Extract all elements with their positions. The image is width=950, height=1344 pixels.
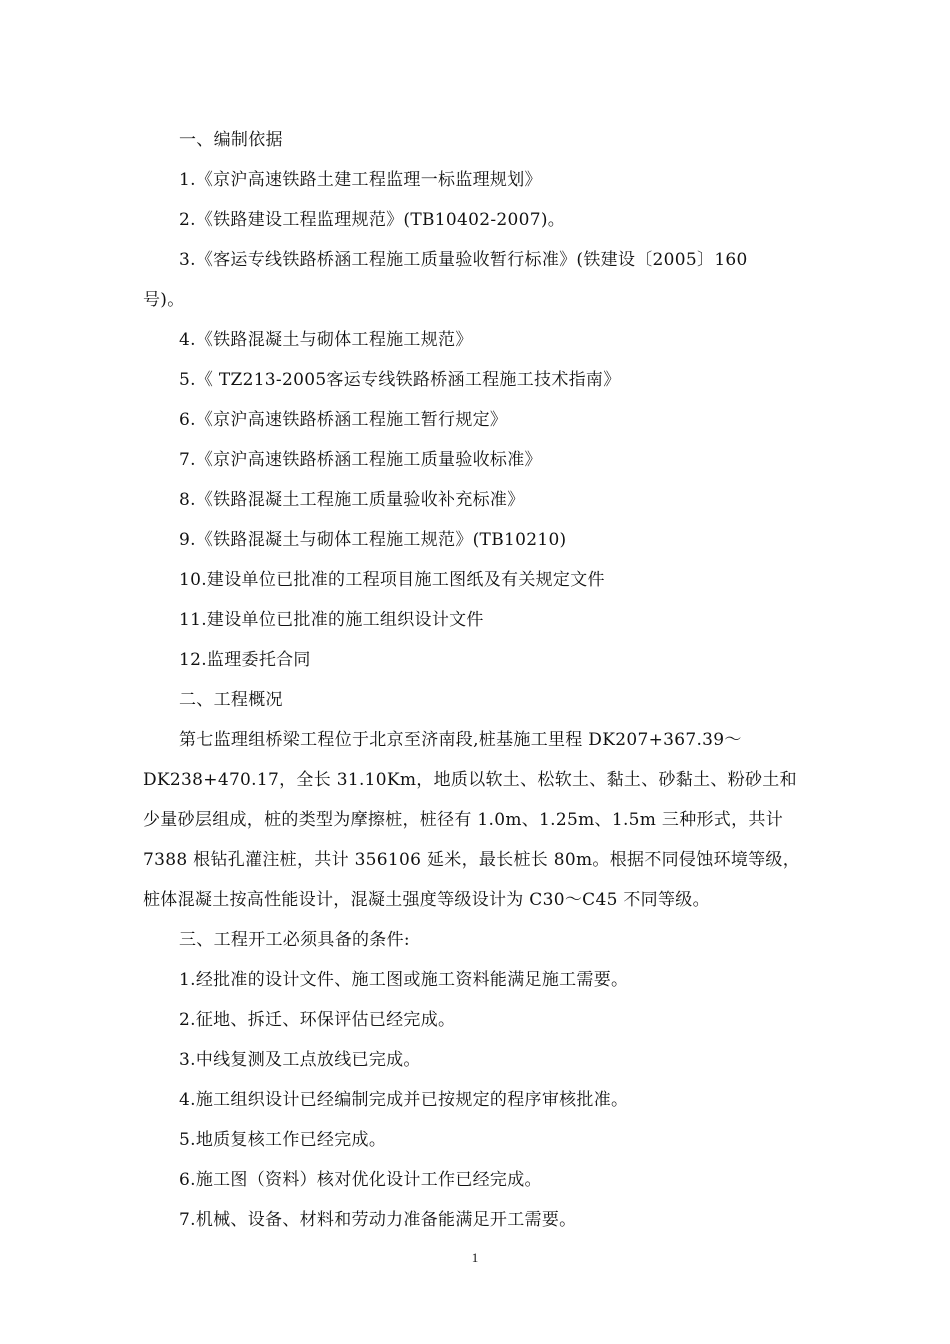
- reference-item-11: 11.建设单位已批准的施工组织设计文件: [179, 610, 484, 630]
- overview-line-1: 第七监理组桥梁工程位于北京至济南段,桩基施工里程 DK207+367.39～: [179, 730, 742, 750]
- section-heading-1: 一、编制依据: [179, 130, 283, 150]
- section-heading-3: 三、工程开工必须具备的条件:: [179, 930, 410, 950]
- overview-line-3: 少量砂层组成，桩的类型为摩擦桩，桩径有 1.0m、1.25m、1.5m 三种形式，共计: [143, 810, 783, 830]
- reference-item-3: 3.《客运专线铁路桥涵工程施工质量验收暂行标准》(铁建设〔2005〕160: [179, 250, 748, 270]
- reference-item-4: 4.《铁路混凝土与砌体工程施工规范》: [179, 330, 473, 350]
- reference-item-6: 6.《京沪高速铁路桥涵工程施工暂行规定》: [179, 410, 508, 430]
- reference-item-1: 1.《京沪高速铁路土建工程监理一标监理规划》: [179, 170, 542, 190]
- document-body: [143, 120, 813, 1240]
- reference-item-2: 2.《铁路建设工程监理规范》(TB10402-2007)。: [179, 210, 566, 230]
- condition-item-5: 5.地质复核工作已经完成。: [179, 1130, 387, 1150]
- condition-item-2: 2.征地、拆迁、环保评估已经完成。: [179, 1010, 456, 1030]
- overview-line-5: 桩体混凝土按高性能设计，混凝土强度等级设计为 C30～C45 不同等级。: [143, 890, 710, 910]
- condition-item-1: 1.经批准的设计文件、施工图或施工资料能满足施工需要。: [179, 970, 629, 990]
- reference-item-10: 10.建设单位已批准的工程项目施工图纸及有关规定文件: [179, 570, 605, 590]
- overview-line-4: 7388 根钻孔灌注桩，共计 356106 延米，最长桩长 80m。根据不同侵蚀环境等级，: [143, 850, 801, 870]
- reference-item-12: 12.监理委托合同: [179, 650, 311, 670]
- section-heading-2: 二、工程概况: [179, 690, 283, 710]
- page-number: 1: [471, 1250, 479, 1265]
- condition-item-7: 7.机械、设备、材料和劳动力准备能满足开工需要。: [179, 1210, 577, 1230]
- condition-item-3: 3.中线复测及工点放线已完成。: [179, 1050, 421, 1070]
- overview-line-2: DK238+470.17，全长 31.10Km，地质以软土、松软土、黏土、砂黏土、粉砂土和: [143, 770, 797, 790]
- reference-item-3-continuation: 号)。: [143, 290, 185, 310]
- condition-item-6: 6.施工图（资料）核对优化设计工作已经完成。: [179, 1170, 542, 1190]
- reference-item-8: 8.《铁路混凝土工程施工质量验收补充标准》: [179, 490, 525, 510]
- reference-item-9: 9.《铁路混凝土与砌体工程施工规范》(TB10210): [179, 530, 567, 550]
- overview-paragraph: [143, 720, 813, 920]
- condition-item-4: 4.施工组织设计已经编制完成并已按规定的程序审核批准。: [179, 1090, 629, 1110]
- reference-item-7: 7.《京沪高速铁路桥涵工程施工质量验收标准》: [179, 450, 542, 470]
- reference-item-5: 5.《 TZ213-2005客运专线铁路桥涵工程施工技术指南》: [179, 370, 621, 390]
